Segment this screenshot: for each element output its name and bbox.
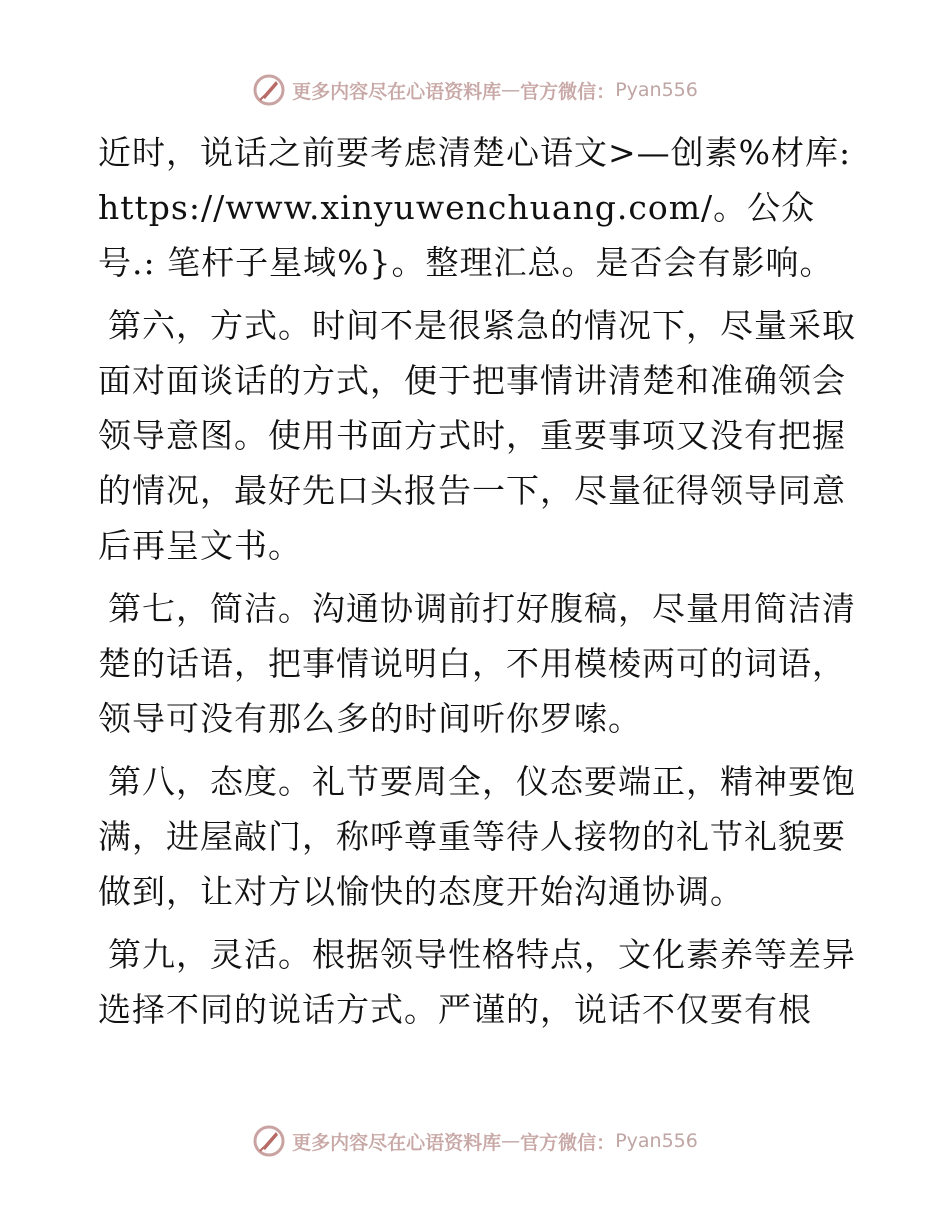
paragraph-nine: 第九，灵活。根据领导性格特点，文化素养等差异选择不同的说话方式。严谨的，说话不仅要有根	[98, 935, 856, 1029]
watermark-site-text: 更多内容尽在心语资料库	[292, 80, 502, 103]
paragraph-six: 第六，方式。时间不是很紧急的情况下，尽量采取面对面谈话的方式，便于把事情讲清楚和准确领会领导意图。使用书面方式时，重要事项又没有把握的情况，最好先口头报告一下，尽量征得领导同意后再呈文书。	[98, 306, 856, 565]
watermark-wechat-id: Pyan556	[615, 79, 698, 101]
paragraph-intro: 近时，说话之前要考虑清楚心语文>—创素%材库: https://www.xinyuwenchuang.com/。公众号.: 笔杆子星域%}。整理汇总。是否会有影响。	[98, 133, 863, 282]
quill-circle-icon	[252, 1124, 286, 1158]
header-watermark	[0, 70, 950, 110]
watermark-site-text: 更多内容尽在心语资料库	[292, 1131, 502, 1154]
watermark-wechat-label: 官方微信：	[520, 1131, 616, 1154]
paragraph-seven: 第七，简洁。沟通协调前打好腹稿，尽量用简洁清楚的话语，把事情说明白，不用模棱两可的词语，领导可没有那么多的时间听你罗嗦。	[98, 589, 856, 738]
watermark-separator: —	[501, 79, 521, 101]
paragraph-eight: 第八，态度。礼节要周全，仪态要端正，精神要饱满，进屋敲门，称呼尊重等待人接物的礼节礼貌要做到，让对方以愉快的态度开始沟通协调。	[98, 762, 856, 911]
watermark-wechat-label: 官方微信：	[520, 80, 616, 103]
watermark-separator: —	[501, 1130, 521, 1152]
quill-circle-icon	[252, 73, 286, 107]
document-body	[98, 125, 863, 1037]
footer-watermark	[0, 1121, 950, 1161]
watermark-wechat-id: Pyan556	[615, 1130, 698, 1152]
